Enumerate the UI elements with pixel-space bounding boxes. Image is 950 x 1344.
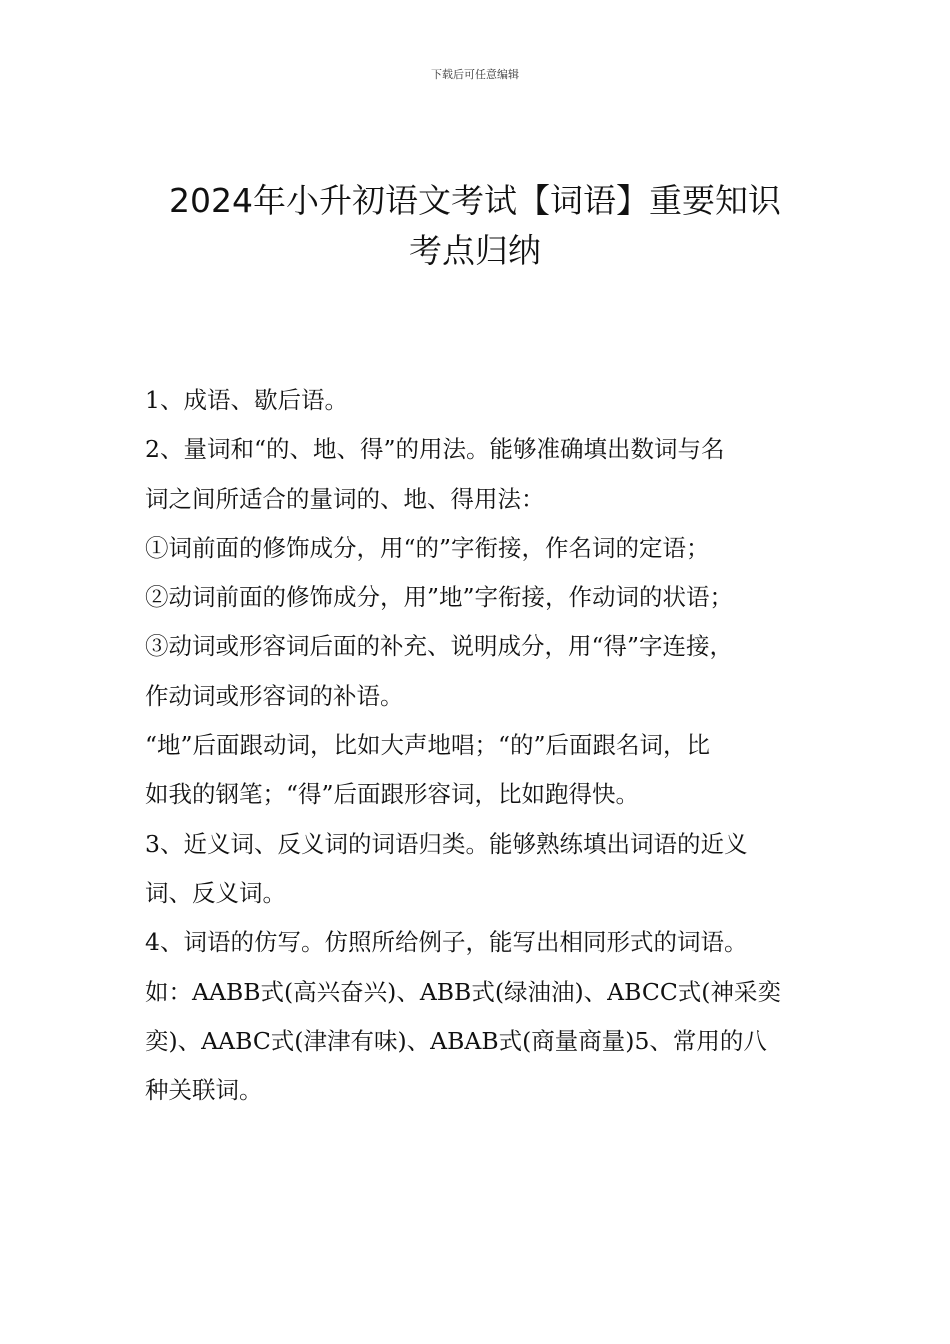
text-line: 3、近义词、反义词的词语归类。能够熟练填出词语的近义 <box>145 829 748 858</box>
text-line: 1、成语、歇后语。 <box>145 386 348 414</box>
text-line: 词之间所适合的量词的、地、得用法： <box>145 484 545 513</box>
text-line: 如我的钢笔；“得”后面跟形容词，比如跑得快。 <box>145 780 640 809</box>
text-line: “地”后面跟动词，比如大声地唱；“的”后面跟名词，比 <box>145 731 711 760</box>
text-line: ③动词或形容词后面的补充、说明成分，用“得”字连接， <box>145 632 734 661</box>
text-line: 种关联词。 <box>145 1076 263 1105</box>
text-line: ②动词前面的修饰成分，用”地”字衔接，作动词的状语； <box>145 583 734 612</box>
text-line: 如：AABB式(高兴奋兴)、ABB式(绿油油)、ABCC式(神采奕 <box>145 977 781 1006</box>
document-body <box>145 376 825 1115</box>
page-title <box>120 176 830 276</box>
text-line: 作动词或形容词的补语。 <box>145 681 404 710</box>
title-line-2: 考点归纳 <box>409 231 541 270</box>
text-line: 奕)、AABC式(津津有味)、ABAB式(商量商量)5、常用的八 <box>145 1026 767 1055</box>
text-line: 4、词语的仿写。仿照所给例子，能写出相同形式的词语。 <box>145 928 748 957</box>
title-line-1: 2024年小升初语文考试【词语】重要知识 <box>169 181 781 220</box>
text-line: ①词前面的修饰成分，用“的”字衔接，作名词的定语； <box>145 533 710 562</box>
text-line: 词、反义词。 <box>145 878 286 907</box>
text-line: 2、量词和“的、地、得”的用法。能够准确填出数词与名 <box>145 435 725 464</box>
header-note: 下载后可任意编辑 <box>431 68 519 81</box>
